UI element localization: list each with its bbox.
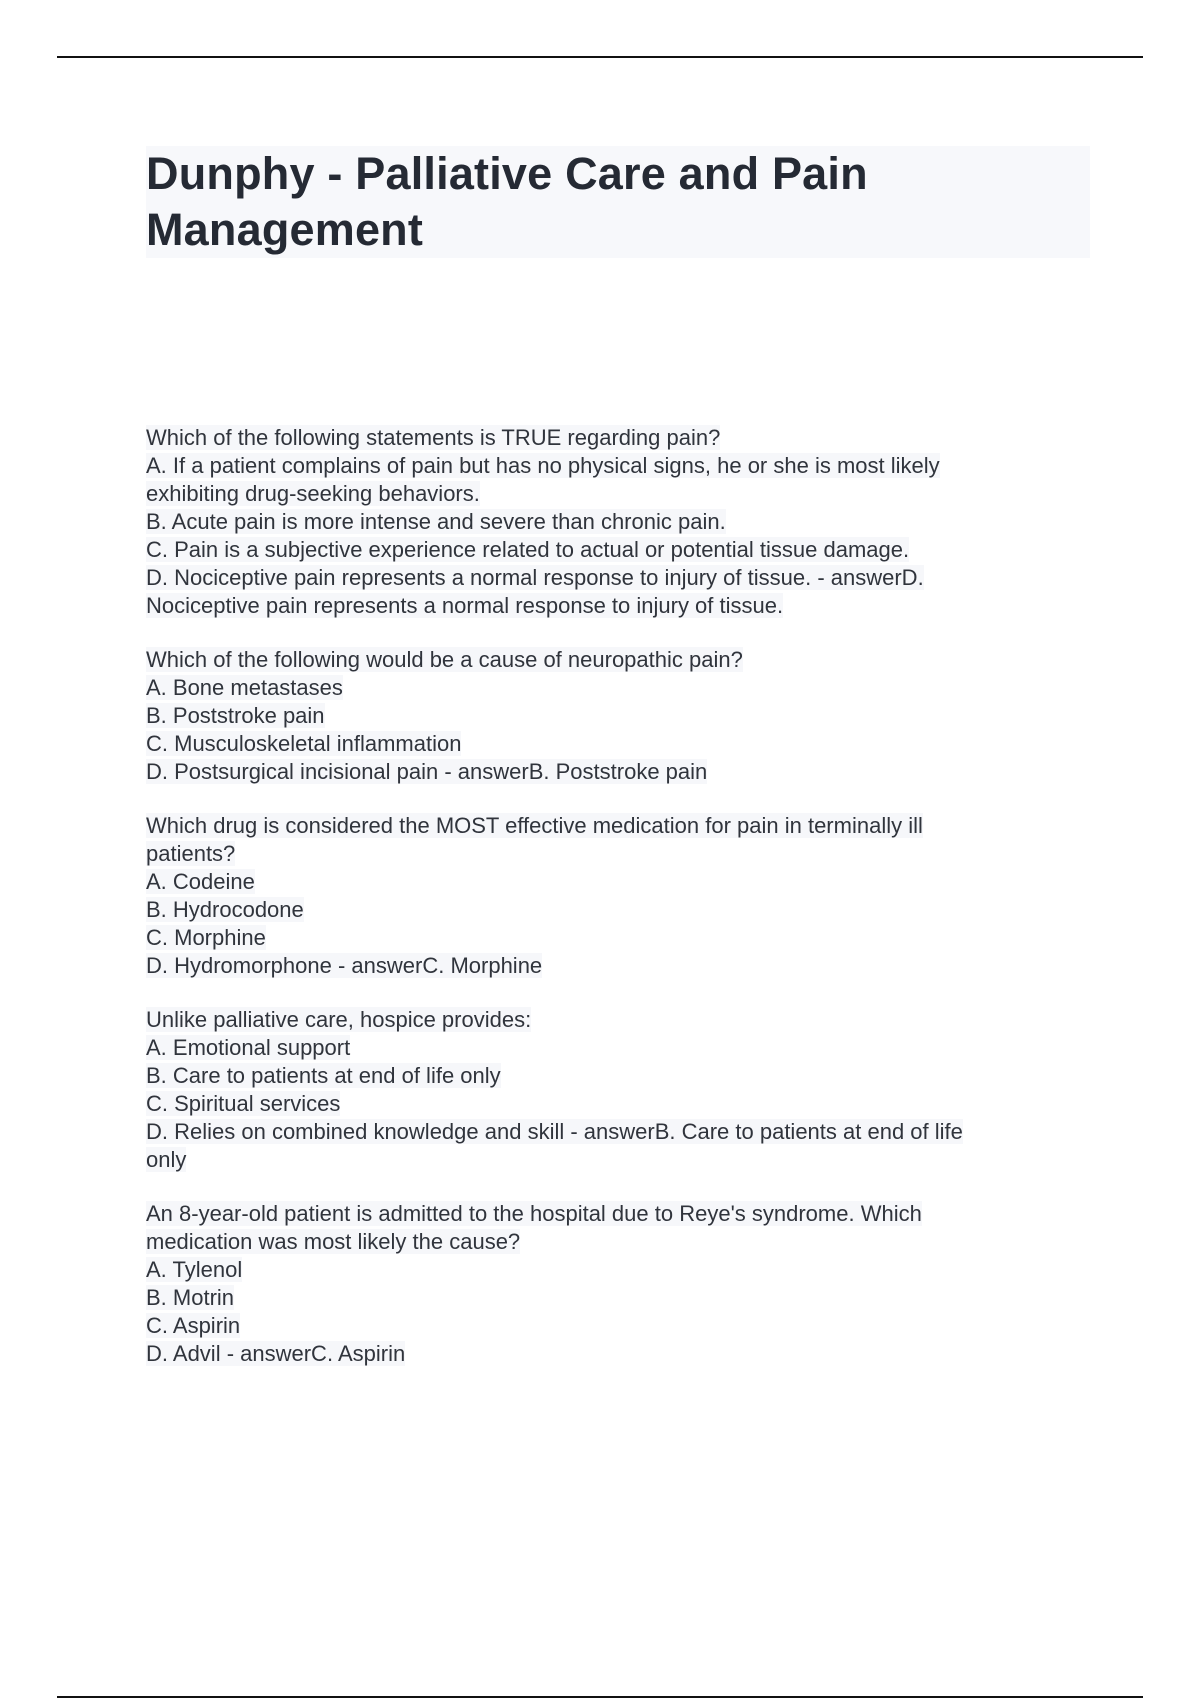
question-text: An 8-year-old patient is admitted to the hospital due to Reye's syndrome. Which [146, 1201, 922, 1226]
question-text: Unlike palliative care, hospice provides: [146, 1007, 532, 1032]
answer-option: C. Aspirin [146, 1313, 241, 1338]
answer-option: C. Musculoskeletal inflammation [146, 731, 462, 756]
answer-option: A. If a patient complains of pain but has no physical signs, he or she is most likely [146, 453, 940, 478]
answer-key: D. Advil - answerC. Aspirin [146, 1341, 406, 1366]
answer-option: C. Pain is a subjective experience related to actual or potential tissue damage. [146, 537, 910, 562]
answer-option: B. Acute pain is more intense and severe than chronic pain. [146, 509, 726, 534]
top-rule [57, 56, 1143, 58]
answer-option: D. Relies on combined knowledge and skill - answerB. Care to patients at end of life [146, 1119, 963, 1144]
answer-key: only [146, 1147, 187, 1172]
answer-option: A. Emotional support [146, 1035, 351, 1060]
question-text: medication was most likely the cause? [146, 1229, 521, 1254]
answer-key: Nociceptive pain represents a normal response to injury of tissue. [146, 593, 784, 618]
question-block-1 [146, 424, 1086, 620]
question-text: Which of the following statements is TRUE regarding pain? [146, 425, 721, 450]
title-block [146, 146, 1090, 258]
answer-option: B. Care to patients at end of life only [146, 1063, 501, 1088]
answer-option: exhibiting drug-seeking behaviors. [146, 481, 480, 506]
answer-option: C. Morphine [146, 925, 266, 950]
question-block-4 [146, 1006, 1086, 1174]
answer-option: B. Motrin [146, 1285, 235, 1310]
answer-option: B. Hydrocodone [146, 897, 304, 922]
answer-option: C. Spiritual services [146, 1091, 341, 1116]
question-text: Which of the following would be a cause of neuropathic pain? [146, 647, 743, 672]
answer-key: D. Postsurgical incisional pain - answerB. Poststroke pain [146, 759, 708, 784]
answer-option: A. Tylenol [146, 1257, 243, 1282]
question-block-5 [146, 1200, 1086, 1368]
answer-option: A. Bone metastases [146, 675, 343, 700]
question-text: patients? [146, 841, 236, 866]
answer-option: D. Nociceptive pain represents a normal response to injury of tissue. - answerD. [146, 565, 924, 590]
answer-option: A. Codeine [146, 869, 255, 894]
answer-option: B. Poststroke pain [146, 703, 325, 728]
question-block-3 [146, 812, 1086, 980]
page-title: Dunphy - Palliative Care and Pain Management [146, 148, 868, 255]
question-block-2 [146, 646, 1086, 786]
bottom-rule [57, 1696, 1143, 1698]
question-list [146, 424, 1086, 1394]
question-text: Which drug is considered the MOST effective medication for pain in terminally ill [146, 813, 923, 838]
answer-key: D. Hydromorphone - answerC. Morphine [146, 953, 543, 978]
